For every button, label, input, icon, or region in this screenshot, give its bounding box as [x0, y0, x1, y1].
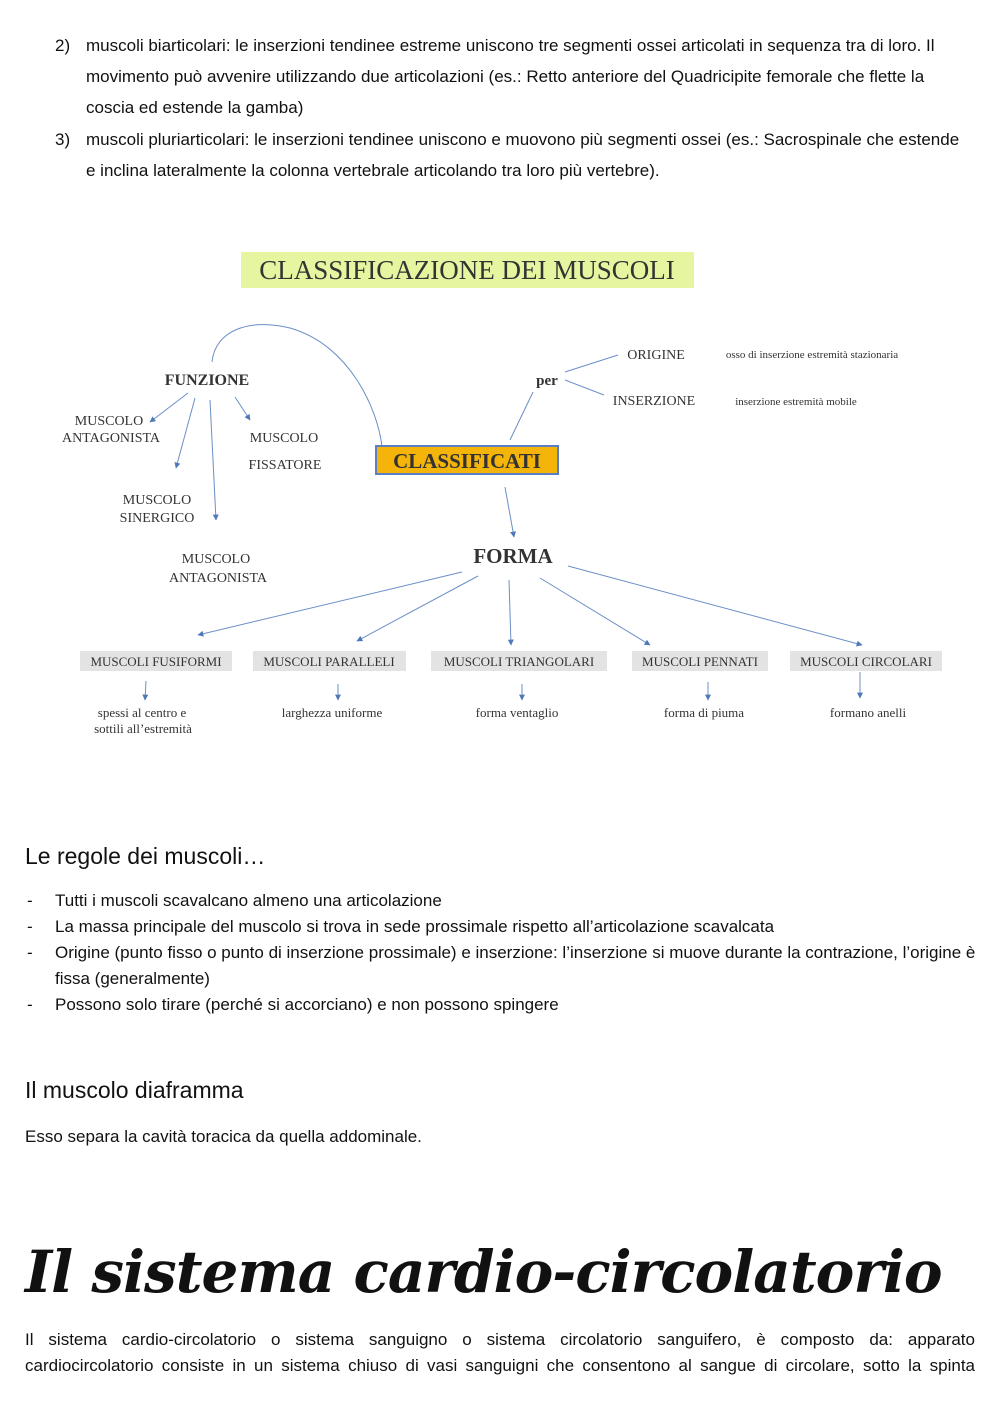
- arrow-to-pennati: [540, 578, 650, 645]
- connector-origine: [565, 355, 618, 372]
- rule-text: Possono solo tirare (perché si accorciano) e non possono spingere: [55, 995, 559, 1014]
- list-item: [55, 124, 970, 186]
- rules-heading: Le regole dei muscoli…: [25, 843, 266, 869]
- arrow-to-triangolari: [509, 580, 511, 645]
- list-text: muscoli pluriarticolari: le inserzioni tendinee uniscono e muovono più segmenti ossei (es.: Sacrospinale che estende e inclina lateralmente la colonna vertebrale articolando tra loro più vertebre).: [86, 130, 960, 180]
- diagram-title: CLASSIFICAZIONE DEI MUSCOLI: [259, 255, 675, 285]
- func4-line2: ANTAGONISTA: [168, 571, 268, 586]
- shape-fusiformi: MUSCOLI FUSIFORMI: [90, 654, 222, 669]
- rule-text: La massa principale del muscolo si trova in sede prossimale rispetto all’articolazione scavalcata: [55, 917, 775, 936]
- bullet-dash: -: [27, 995, 33, 1014]
- rule-text: Tutti i muscoli scavalcano almeno una articolazione: [55, 891, 442, 910]
- func2-line2: FISSATORE: [248, 458, 322, 473]
- sistema-line-2: cardiocircolatorio consiste in un sistema chiuso di vasi sanguigni che consentono al sangue di circolare, sotto la spinta: [25, 1356, 975, 1375]
- muscle-classification-diagram: [0, 240, 1000, 760]
- list-item: [25, 992, 980, 1018]
- desc-circolari: formano anelli: [829, 705, 907, 720]
- func4-line1: MUSCOLO: [181, 552, 251, 567]
- numbered-list: [55, 30, 970, 187]
- sistema-line-1: Il sistema cardio-circolatorio o sistema sanguigno o sistema circolatorio sanguifero, è composto da: apparato: [25, 1330, 975, 1349]
- list-item: [55, 30, 970, 123]
- arrow-desc-fusiformi: [145, 681, 146, 700]
- bullet-dash: -: [27, 917, 33, 936]
- desc-paralleli: larghezza uniforme: [281, 705, 383, 720]
- arrow-to-sinergico: [176, 398, 195, 468]
- section-title: Il sistema cardio-circolatorio: [25, 1238, 942, 1306]
- shape-pennati: MUSCOLI PENNATI: [642, 654, 758, 669]
- forma-label: FORMA: [473, 544, 553, 568]
- diaframma-heading: Il muscolo diaframma: [25, 1077, 244, 1103]
- func3-line2: SINERGICO: [119, 511, 195, 526]
- list-item: [25, 940, 980, 992]
- func2-line1: MUSCOLO: [249, 431, 319, 446]
- arrow-to-fissatore: [235, 397, 250, 420]
- per-label: per: [536, 373, 558, 389]
- list-item: [25, 888, 980, 914]
- list-number: 2): [55, 36, 71, 55]
- desc-triangolari: forma ventaglio: [475, 705, 559, 720]
- func3-line1: MUSCOLO: [122, 493, 192, 508]
- origine-label: ORIGINE: [627, 348, 685, 363]
- center-label: CLASSIFICATI: [393, 449, 541, 473]
- shape-circolari: MUSCOLI CIRCOLARI: [800, 654, 932, 669]
- sistema-paragraph: [25, 1327, 975, 1379]
- shape-paralleli: MUSCOLI PARALLELI: [263, 654, 395, 669]
- shape-triangolari: MUSCOLI TRIANGOLARI: [443, 654, 595, 669]
- inserzione-label: INSERZIONE: [612, 394, 696, 409]
- arrow-to-forma: [505, 487, 514, 537]
- list-text: muscoli biarticolari: le inserzioni tendinee estreme uniscono tre segmenti ossei articolati in sequenza tra di loro. Il movimento può avvenire utilizzando due articolazioni (es.: Retto anteriore del Quadricipite femorale che flette la coscia ed estende la gamba): [86, 36, 935, 117]
- list-number: 3): [55, 130, 71, 149]
- arrow-to-antagonista-2: [210, 400, 216, 520]
- desc-fusiformi-line1: spessi al centro e: [97, 705, 187, 720]
- inserzione-description: inserzione estremità mobile: [735, 396, 857, 408]
- bullet-dash: -: [27, 943, 33, 962]
- rule-text: Origine (punto fisso o punto di inserzione prossimale) e inserzione: l’inserzione si muove durante la contrazione, l’origine è fissa (generalmente): [55, 943, 976, 988]
- rules-list: [25, 888, 980, 1018]
- desc-pennati: forma di piuma: [663, 705, 745, 720]
- funzione-label: FUNZIONE: [164, 372, 250, 389]
- arrow-to-antagonista-1: [150, 393, 188, 422]
- arrow-to-paralleli: [357, 576, 478, 641]
- diaframma-text: Esso separa la cavità toracica da quella addominale.: [25, 1127, 422, 1146]
- desc-fusiformi-line2: sottili all’estremità: [94, 721, 192, 736]
- bullet-dash: -: [27, 891, 33, 910]
- arrow-to-circolari: [568, 566, 862, 645]
- origine-description: osso di inserzione estremità stazionaria: [725, 349, 899, 361]
- func1-line2: ANTAGONISTA: [61, 431, 161, 446]
- connector-inserzione: [565, 380, 604, 395]
- connector-per: [510, 392, 533, 440]
- func1-line1: MUSCOLO: [74, 414, 144, 429]
- list-item: [25, 914, 980, 940]
